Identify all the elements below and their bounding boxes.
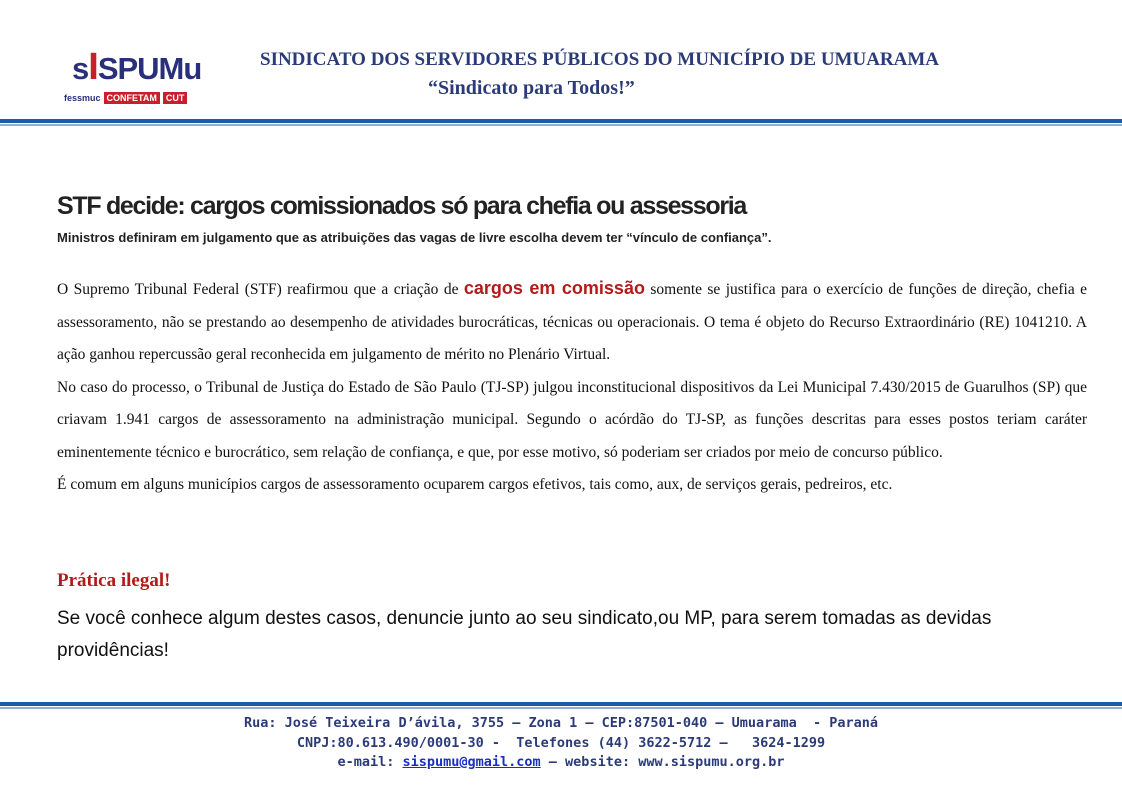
article-subheadline: Ministros definiram em julgamento que as atribuições das vagas de livre escolha devem ter “vínculo de confiança”. — [57, 230, 772, 245]
illegal-practice-alert: Prática ilegal! — [57, 570, 171, 591]
call-to-action: Se você conhece algum destes casos, denuncie junto ao seu sindicato,ou MP, para serem tomadas as devidas providências! — [57, 608, 992, 661]
paragraph-1: O Supremo Tribunal Federal (STF) reafirmou que a criação de cargos em comissão somente se justifica para o exercício de funções de direção, chefia e assessoramento, não se prestando ao desempenho de atividades burocráticas, técnicas ou operacionais. O tema é objeto do Recurso Extraordinário (RE) 1041210. A ação ganhou repercussão geral reconhecida em julgamento de mérito no Plenário Virtual. — [57, 278, 1088, 363]
paragraph-2: No caso do processo, o Tribunal de Justiça do Estado de São Paulo (TJ-SP) julgou inconstitucional dispositivos da Lei Municipal 7.430/2015 de Guarulhos (SP) que criavam 1.941 cargos de assessoramento na administração municipal. Segundo o acórdão do TJ-SP, as funções descritas para esses postos teriam caráter eminentemente técnico e burocrático, sem relação de confiança, e que, por esse motivo, só poderiam ser criados por meio de concurso público. — [57, 378, 1087, 461]
fessmuc-logo: fessmuc — [64, 93, 101, 103]
cut-logo: CUT — [163, 92, 188, 104]
footer-phones: CNPJ:80.613.490/0001-30 - Telefones (44) 3622-5712 – 3624-1299 — [296, 734, 826, 751]
email-link[interactable]: sispumu@gmail.com — [402, 754, 541, 770]
paragraph-3: É comum em alguns municípios cargos de assessoramento ocuparem cargos efetivos, tais como, aux, de serviços gerais, pedreiros, etc. — [57, 476, 893, 493]
footer-contact — [0, 714, 1122, 773]
confetam-logo: CONFETAM — [104, 92, 160, 104]
sispumu-logo — [62, 44, 212, 112]
logo-wordmark: sISPUMu — [72, 46, 202, 88]
footer-address: Rua: José Teixeira D’ávila, 3755 – Zona 1 – CEP:87501-040 – Umuarama - Paraná — [244, 715, 878, 731]
highlight-cargos-em-comissao: cargos em comissão — [463, 278, 645, 298]
affiliate-logos — [64, 92, 187, 104]
header-divider — [0, 119, 1122, 123]
footer-email-website: e-mail: sispumu@gmail.com – website: www.sispumu.org.br — [337, 754, 785, 770]
union-motto: “Sindicato para Todos!” — [428, 77, 635, 99]
website-text: – website: www.sispumu.org.br — [540, 754, 785, 770]
union-title: SINDICATO DOS SERVIDORES PÚBLICOS DO MUNICÍPIO DE UMUARAMA — [260, 49, 940, 70]
footer-divider — [0, 702, 1122, 706]
article-headline: STF decide: cargos comissionados só para chefia ou assessoria — [57, 192, 747, 220]
article-body — [57, 272, 1087, 502]
header-divider-light — [0, 124, 1122, 126]
footer-divider-light — [0, 707, 1122, 709]
